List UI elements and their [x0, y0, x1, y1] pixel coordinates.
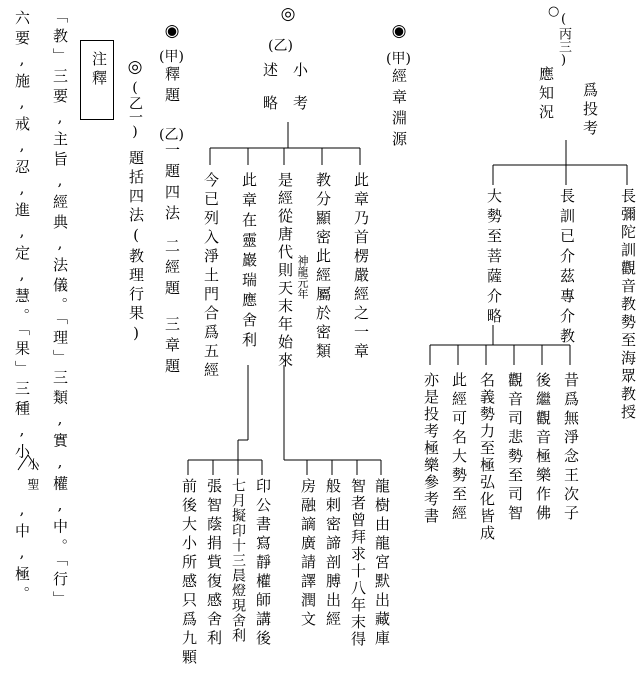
- top-title-col1: 小考: [291, 62, 309, 128]
- sub-b-4: 前後大小所感只爲九顆: [180, 478, 198, 668]
- yi1-label: (乙一): [127, 80, 143, 140]
- notes-box: [80, 40, 114, 120]
- right-sub-3: 觀音司悲勢至司智: [506, 372, 524, 524]
- right-branch-label: (丙三): [556, 12, 571, 68]
- right-item-1: 長彌陀訓觀音教勢至海眾教授: [619, 188, 637, 422]
- sub-a-2: 智者曾拜求十八年末得: [349, 478, 367, 648]
- middle-note: 神龍元年: [296, 255, 309, 299]
- middle-item-3: 是經從唐代則天末年始來: [276, 172, 294, 370]
- notes-col1: 「教」三要,主旨,經典,法儀。「理」三類,實,權,中。「行」: [51, 8, 69, 611]
- middle-item-2: 教分顯密此經屬於密類: [314, 172, 332, 362]
- notes-col2a: 六要,施,戒,忍,進,定,慧。「果」三種,小: [13, 10, 31, 464]
- jia-title-bullet-icon: ◉: [164, 21, 180, 41]
- middle-item-5: 今已列入淨土門合爲五經: [202, 172, 220, 381]
- right-branch-marker-icon: ○: [548, 4, 560, 19]
- jia-title-label: (甲): [159, 49, 184, 65]
- right-item-3: 大勢至菩薩介略: [485, 188, 503, 328]
- right-sub-2: 後繼觀音極樂作佛: [534, 372, 552, 524]
- jia-sources-bullet-icon: ◉: [391, 21, 407, 41]
- top-title-col2: 述略: [261, 62, 279, 128]
- jia-title-sub-3: 三章題: [163, 316, 181, 379]
- right-sub-6: 亦是投考極樂參考書: [422, 372, 440, 525]
- middle-item-4: 此章在靈巖瑞應舍利: [240, 172, 258, 352]
- yi1-text: 題括四法(教理行果): [127, 150, 145, 346]
- right-item-2: 長訓已介茲專介教: [558, 188, 576, 348]
- sub-b-3: 張智蔭捐貲復感舍利: [205, 478, 223, 649]
- sub-b-1: 印公書寫靜權師講後: [254, 478, 272, 649]
- right-sub-4: 名義勢力至極弘化皆成: [478, 372, 496, 542]
- jia-title-sub-1: 一題四法: [163, 142, 181, 226]
- sub-b-2: 七月擬印十三晨燈現舍利: [230, 478, 246, 643]
- jia-title-sub-label: (乙): [159, 127, 184, 143]
- right-branch-col1: 爲投考: [581, 82, 599, 139]
- middle-item-1: 此章乃首楞嚴經之一章: [352, 172, 370, 362]
- jia-title-text: 釋題: [163, 66, 181, 108]
- right-sub-5: 此經可名大勢至經: [450, 372, 468, 524]
- notes-col2b: 小聖: [26, 458, 40, 498]
- right-sub-1: 昔爲無淨念王次子: [562, 372, 580, 524]
- jia-title-sub-2: 二經題: [163, 238, 181, 301]
- notes-col2c: ,中,極。: [13, 500, 31, 606]
- jia-sources-text: 經章淵源: [390, 68, 408, 152]
- sub-a-4: 房融謫廣請譯潤文: [299, 478, 317, 630]
- top-bullet-icon: ◎: [280, 4, 296, 24]
- jia-sources-label: (甲): [386, 51, 411, 67]
- yi1-bullet-icon: ◎: [127, 57, 143, 77]
- sub-a-1: 龍樹由龍宮默出藏庫: [373, 478, 391, 649]
- sub-a-3: 般剌密諦剖膊出經: [324, 478, 342, 630]
- right-branch-col2: 應知況: [537, 66, 555, 123]
- top-label: (乙): [268, 38, 293, 54]
- notes-box-label: 注釋: [90, 51, 108, 89]
